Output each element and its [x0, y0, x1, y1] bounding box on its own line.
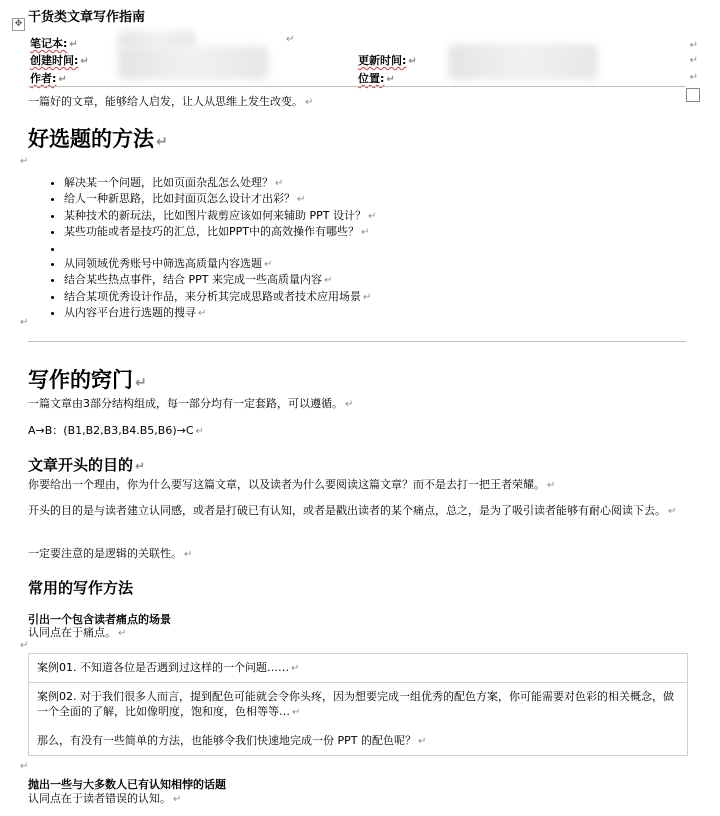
- list-item: • 某种技术的新玩法，比如图片裁剪应该如何来辅助 PPT 设计？ ↵: [64, 208, 376, 224]
- opening-paragraph-1: 你要给出一个理由，你为什么要写这篇文章，以及读者为什么要阅读这篇文章？而不是去打一把王者荣耀。 ↵: [28, 478, 556, 491]
- section-heading-writing-tips: 写作的窍门 ↵: [28, 368, 147, 392]
- paragraph-mark-icon: ↵: [20, 156, 29, 167]
- opening-paragraph-3: 一定要注意的是逻辑的关联性。 ↵: [28, 547, 193, 560]
- location-label: 位置: ↵: [358, 72, 395, 85]
- header-divider: [28, 86, 686, 87]
- list-item: • 从内容平台进行选题的搜寻 ↵: [64, 305, 376, 321]
- intro-paragraph: 一篇好的文章，能够给人启发，让人从思维上发生改变。 ↵: [28, 95, 314, 108]
- paragraph-mark-icon: ↵: [689, 55, 698, 66]
- list-item: • 结合某些热点事件，结合 PPT 来完成一些高质量内容 ↵: [64, 272, 376, 288]
- redacted-updated-value: [448, 44, 598, 80]
- topic-methods-list: [46, 175, 376, 322]
- notebook-label: 笔记本: ↵: [30, 37, 78, 50]
- section-divider: [28, 341, 686, 342]
- paragraph-mark-icon: ↵: [286, 34, 295, 45]
- updated-label: 更新时间: ↵: [358, 54, 417, 67]
- structure-formula: A→B：(B1,B2,B3,B4.B5,B6)→C ↵: [28, 424, 204, 437]
- paragraph-mark-icon: ↵: [689, 40, 698, 51]
- subheading-opening-purpose: 文章开头的目的 ↵: [28, 456, 146, 474]
- author-label: 作者: ↵: [30, 72, 67, 85]
- section-heading-topic-methods: 好选题的方法 ↵: [28, 127, 168, 151]
- case-01: 案例01. 不知道各位是否遇到过这样的一个问题…… ↵: [37, 661, 300, 674]
- list-item: • 给人一种新思路，比如封面页怎么设计才出彩？ ↵: [64, 191, 376, 207]
- table-move-handle-icon[interactable]: ✥: [12, 18, 25, 31]
- paragraph-mark-icon: ↵: [20, 640, 29, 651]
- opening-paragraph-2: 开头的目的是与读者建立认同感，或者是打破已有认知，或者是戳出读者的某个痛点，总之，是为了吸引读者能够有耐心阅读下去。 ↵: [28, 504, 677, 517]
- list-item: • 解决某一个问题，比如页面杂乱怎么处理？ ↵: [64, 175, 376, 191]
- method-heading-counterintuitive: 抛出一些与大多数人已有认知相悖的话题: [28, 778, 226, 791]
- list-item: • 某些功能或者是技巧的汇总，比如PPT中的高效操作有哪些？ ↵: [64, 224, 376, 240]
- method-heading-pain-point: 引出一个包含读者痛点的场景: [28, 613, 171, 626]
- list-item: [64, 241, 376, 256]
- structure-description: 一篇文章由3部分结构组成，每一部分均有一定套路，可以遵循。 ↵: [28, 397, 354, 410]
- checkbox[interactable]: [686, 88, 700, 102]
- subheading-common-methods: 常用的写作方法: [28, 579, 134, 597]
- list-item: • 从同领域优秀账号中筛选高质量内容选题 ↵: [64, 256, 376, 272]
- list-item: • 结合某项优秀设计作品，来分析其完成思路或者技术应用场景 ↵: [64, 289, 376, 305]
- redacted-created-value: [118, 46, 268, 80]
- case-02: 案例02. 对于我们很多人而言，提到配色可能就会令你头疼，因为想要完成一组优秀的配色方案，你可能需要对色彩的相关概念，做一个全面的了解，比如像明度，饱和度，色相等等… ↵ 那么，有没有一些简单的方法，也能够令我们快速地完成一份 PPT 的配色呢？ ↵: [29, 682, 687, 755]
- method-note-pain-point: 认同点在于痛点。 ↵: [28, 626, 127, 639]
- paragraph-mark-icon: ↵: [689, 72, 698, 83]
- method-note-counterintuitive: 认同点在于读者错误的认知。 ↵: [28, 792, 182, 805]
- paragraph-mark-icon: ↵: [20, 761, 29, 772]
- document-title: 干货类文章写作指南: [28, 10, 146, 25]
- created-label: 创建时间: ↵: [30, 54, 89, 67]
- case-examples-box: [28, 653, 688, 756]
- paragraph-mark-icon: ↵: [20, 317, 29, 328]
